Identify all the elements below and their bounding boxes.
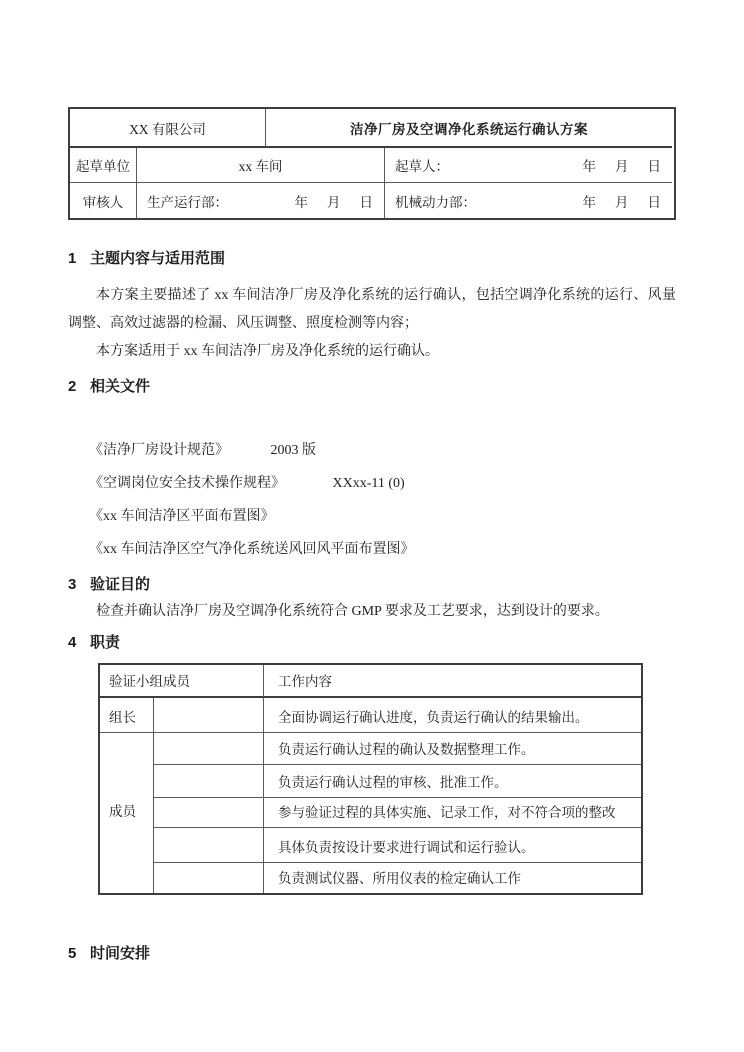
role-leader-label: 组长 [100,698,154,733]
drafter-cell [385,148,672,183]
date-day: 日 [647,194,661,210]
reference-name: 《洁净厂房设计规范》 [89,443,229,458]
reference-name: 《xx 车间洁净区空气净化系统送风回风平面布置图》 [89,542,415,557]
column-header-group: 验证小组成员 [100,665,264,698]
document-title: 洁净厂房及空调净化系统运行确认方案 [266,109,672,148]
member-name-cell-empty [154,798,264,828]
drafter-date [583,155,664,175]
section-1-paragraph-2: 本方案适用于 xx 车间洁净厂房及净化系统的运行确认。 [96,344,439,359]
reference-item [68,467,676,500]
machinery-dept-label: 机械动力部： [395,194,476,210]
section-number: 3 [68,576,77,593]
reference-name: 《xx 车间洁净区平面布置图》 [89,509,275,524]
date-month: 月 [615,159,629,174]
member-duty: 参与验证过程的具体实施、记录工作，对不符合项的整改 [264,798,641,828]
section-3-heading [68,574,676,596]
member-duty: 具体负责按设计要求进行调试和运行验认。 [264,828,641,863]
date-month: 月 [327,194,341,210]
member-duty: 负责测试仪器、所用仪表的检定确认工作 [278,871,521,886]
reviewer-label: 审核人 [70,183,137,218]
draft-unit-label: 起草单位 [70,148,137,183]
date-day: 日 [647,159,661,174]
draft-unit-value: xx 车间 [137,148,385,183]
member-duty: 负责运行确认过程的确认及数据整理工作。 [264,733,641,765]
section-title: 验证目的 [90,576,151,593]
section-4-heading [68,632,676,654]
column-header-work: 工作内容 [264,665,641,698]
date-year: 年 [582,194,596,210]
production-dept-label: 生产运行部： [147,194,228,210]
reference-version: 2003 版 [270,443,316,458]
member-name-cell-empty [154,828,264,863]
reference-item [68,434,676,467]
section-3-paragraph: 检查并确认洁净厂房及空调净化系统符合 GMP 要求及工艺要求，达到设计的要求。 [96,604,609,619]
drafter-label: 起草人： [395,159,449,174]
leader-name-cell-empty [154,698,264,733]
section-title: 主题内容与适用范围 [90,250,226,267]
member-name-cell-empty [154,863,264,893]
section-number: 5 [68,945,77,962]
role-member-label: 成员 [100,733,154,893]
member-name-cell-empty [154,733,264,765]
reference-list [68,434,676,566]
company-name: XX 有限公司 [70,109,266,148]
section-1-paragraph-1: 本方案主要描述了 xx 车间洁净厂房及净化系统的运行确认，包括空调净化系统的运行、风量调整、高效过滤器的检漏、风压调整、照度检测等内容； [68,288,676,331]
member-duty: 负责运行确认过程的审核、批准工作。 [264,765,641,798]
section-5-heading [68,943,676,965]
reference-item [68,533,676,566]
section-title: 职责 [90,634,121,651]
responsibilities-table [98,663,643,895]
section-2-heading [68,376,676,398]
section-number: 4 [68,634,77,651]
production-dept-date [295,191,376,211]
date-month: 月 [615,194,629,210]
section-title: 相关文件 [90,378,151,395]
date-year: 年 [294,194,308,210]
date-year: 年 [582,159,596,174]
section-number: 2 [68,378,77,395]
section-1-heading [68,248,676,270]
member-name-cell-empty [154,765,264,798]
production-dept-cell [137,183,385,218]
machinery-dept-date [583,191,664,211]
reference-name: 《空调岗位安全技术操作规程》 [89,476,285,491]
date-day: 日 [359,194,373,210]
section-number: 1 [68,250,77,267]
reference-item [68,500,676,533]
reference-version: XXxx-11 (0) [332,476,405,491]
header-table [68,107,676,220]
section-title: 时间安排 [90,945,151,962]
machinery-dept-cell [385,183,672,218]
leader-duty: 全面协调运行确认进度，负责运行确认的结果输出。 [264,698,641,733]
